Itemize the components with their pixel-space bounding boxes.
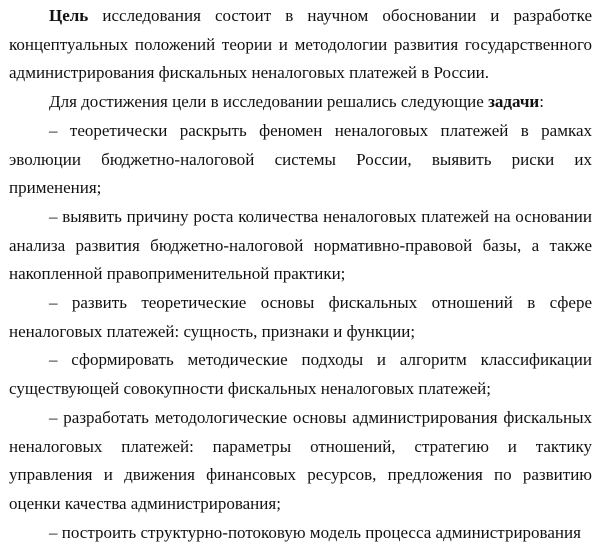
task-item: – развить теоретические основы фискальных отношений в сфере неналоговых платежей: сущность, признаки и функции; — [9, 293, 592, 341]
goal-lead: Цель — [49, 6, 89, 25]
task-item: – теоретически раскрыть феномен неналоговых платежей в рамках эволюции бюджетно-налоговой системы России, выявить риски их применения; — [9, 120, 592, 198]
tasks-intro-bold: задачи — [488, 92, 540, 112]
task-item: – разработать методологические основы администрирования фискальных неналоговых платежей: параметры отношений, стратегию и тактику управления и движения финансовых ресурсов, предложения по развитию оценки качества администрирования; — [9, 407, 592, 513]
tasks-intro-tail: : — [539, 92, 544, 112]
tasks-intro-paragraph — [9, 88, 592, 117]
task-item: – выявить причину роста количества неналоговых платежей на основании анализа развития бюджетно-налоговой нормативно-правовой базы, а также накопленной правоприменительной практики; — [9, 206, 592, 284]
goal-paragraph — [9, 2, 592, 88]
task-item: – сформировать методические подходы и алгоритм классификации существующей совокупности фискальных неналоговых платежей; — [9, 350, 592, 399]
tasks-intro-text: Для достижения цели в исследовании решались следующие — [49, 92, 489, 112]
task-item: – построить структурно-потоковую модель процесса администрирования — [49, 522, 581, 542]
goal-text: исследования состоит в научном обосновании и разработке концептуальных положений теории и методологии развития государственного администрирования фискальных неналоговых платежей в России. — [9, 6, 592, 83]
